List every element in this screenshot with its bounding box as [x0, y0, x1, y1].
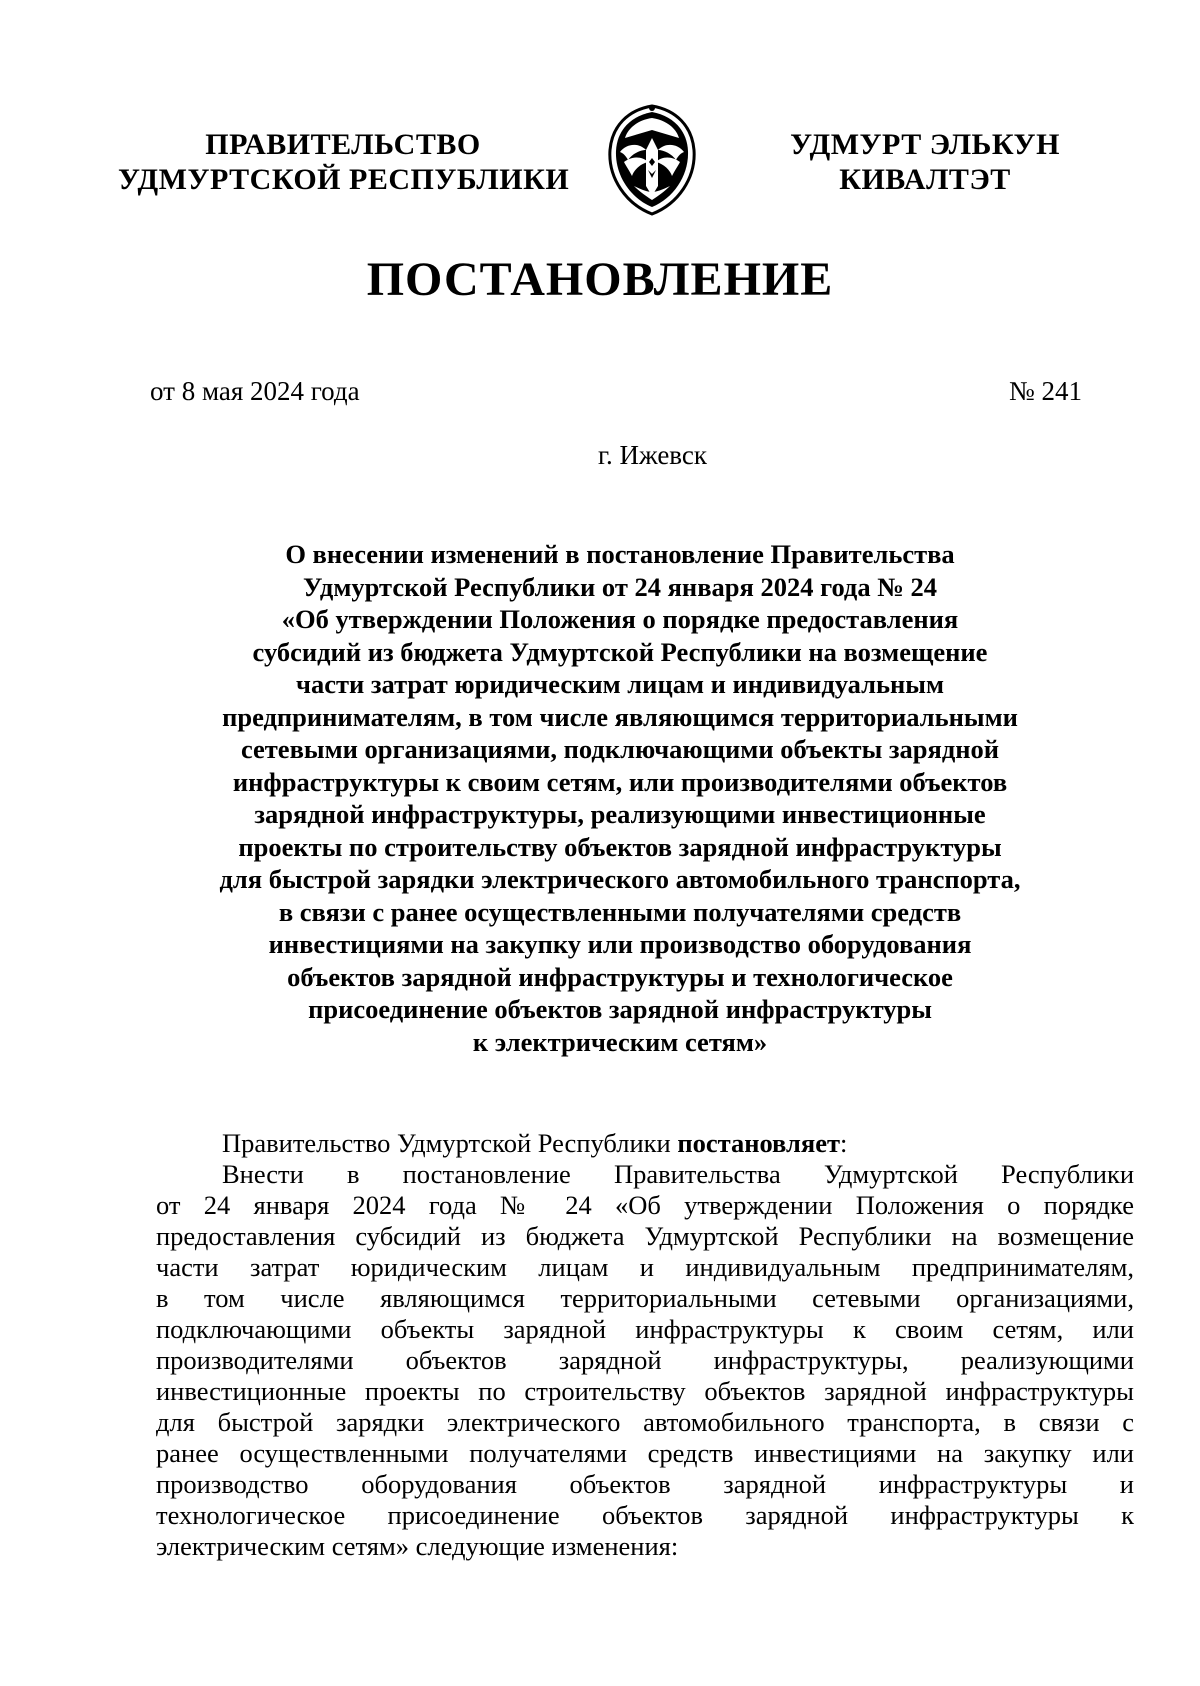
document-subject	[160, 538, 1080, 1058]
body-line: части затрат юридическим лицам и индивидуальным предпринимателям,	[156, 1252, 1134, 1282]
subject-line: части затрат юридическим лицам и индивидуальным	[296, 669, 944, 699]
subject-line: «Об утверждении Положения о порядке предоставления	[281, 604, 959, 634]
body-line: подключающими объекты зарядной инфраструктуры к своим сетям, или	[156, 1314, 1134, 1344]
subject-line: субсидий из бюджета Удмуртской Республики на возмещение	[252, 636, 988, 667]
preamble-text: Правительство Удмуртской Республики	[222, 1128, 678, 1158]
preamble-verb: постановляет	[677, 1128, 841, 1158]
subject-line: для быстрой зарядки электрического автомобильного транспорта,	[219, 864, 1021, 894]
udmurtia-coat-of-arms-emblem	[598, 100, 706, 220]
issuer-udmurt	[780, 127, 1070, 197]
subject-line: к электрическим сетям»	[472, 1026, 768, 1057]
subject-line: предпринимателям, в том числе являющимся территориальными	[222, 701, 1018, 732]
body-line: производство оборудования объектов зарядной инфраструктуры и	[156, 1469, 1134, 1499]
document-body	[156, 1128, 1134, 1562]
issuer-udmurt-line-1: УДМУРТ ЭЛЬКУН	[790, 128, 1060, 161]
subject-line: инфраструктуры к своим сетям, или производителями объектов	[232, 766, 1008, 797]
subject-line: в связи с ранее осуществленными получателями средств	[278, 896, 962, 927]
issuer-udmurt-line-2: КИВАЛТЭТ	[839, 163, 1011, 196]
body-line: электрическим сетям» следующие изменения:	[156, 1531, 679, 1561]
subject-line: сетевыми организациями, подключающими объекты зарядной	[240, 734, 1000, 764]
issuer-russian-line-2: УДМУРТСКОЙ РЕСПУБЛИКИ	[118, 163, 570, 196]
preamble-colon: :	[840, 1128, 848, 1158]
resolution-paragraph	[156, 1159, 1134, 1562]
body-line: для быстрой зарядки электрического автомобильного транспорта, в связи с	[156, 1407, 1134, 1437]
body-line: от 24 января 2024 года № 24 «Об утверждении Положения о порядке	[156, 1190, 1134, 1220]
document-type-title: ПОСТАНОВЛЕНИЕ	[366, 253, 834, 306]
issuer-russian-line-1: ПРАВИТЕЛЬСТВО	[205, 128, 481, 161]
subject-line: объектов зарядной инфраструктуры и технологическое	[287, 961, 953, 992]
document-city: г. Ижевск	[598, 440, 708, 470]
issuer-russian	[118, 127, 568, 197]
preamble-paragraph	[156, 1128, 1134, 1159]
document-date: от 8 мая 2024 года	[150, 376, 360, 406]
body-line: инвестиционные проекты по строительству объектов зарядной инфраструктуры	[156, 1376, 1134, 1406]
body-line: Внести в постановление Правительства Удмуртской Республики	[222, 1159, 1134, 1189]
body-line: ранее осуществленными получателями средств инвестициями на закупку или	[156, 1438, 1134, 1468]
body-line: производителями объектов зарядной инфраструктуры, реализующими	[156, 1345, 1134, 1375]
document-number: № 241	[1008, 376, 1082, 406]
subject-line: проекты по строительству объектов зарядной инфраструктуры	[238, 831, 1002, 862]
body-line: предоставления субсидий из бюджета Удмуртской Республики на возмещение	[156, 1221, 1134, 1251]
body-line: технологическое присоединение объектов зарядной инфраструктуры к	[156, 1500, 1134, 1530]
subject-line: присоединение объектов зарядной инфраструктуры	[308, 994, 932, 1024]
subject-line: Удмуртской Республики от 24 января 2024 года № 24	[303, 571, 937, 602]
subject-line: инвестициями на закупку или производство оборудования	[268, 929, 972, 959]
subject-line: зарядной инфраструктуры, реализующими инвестиционные	[254, 799, 986, 829]
subject-line: О внесении изменений в постановление Правительства	[285, 539, 955, 569]
body-line: в том числе являющимся территориальными сетевыми организациями,	[156, 1283, 1134, 1313]
